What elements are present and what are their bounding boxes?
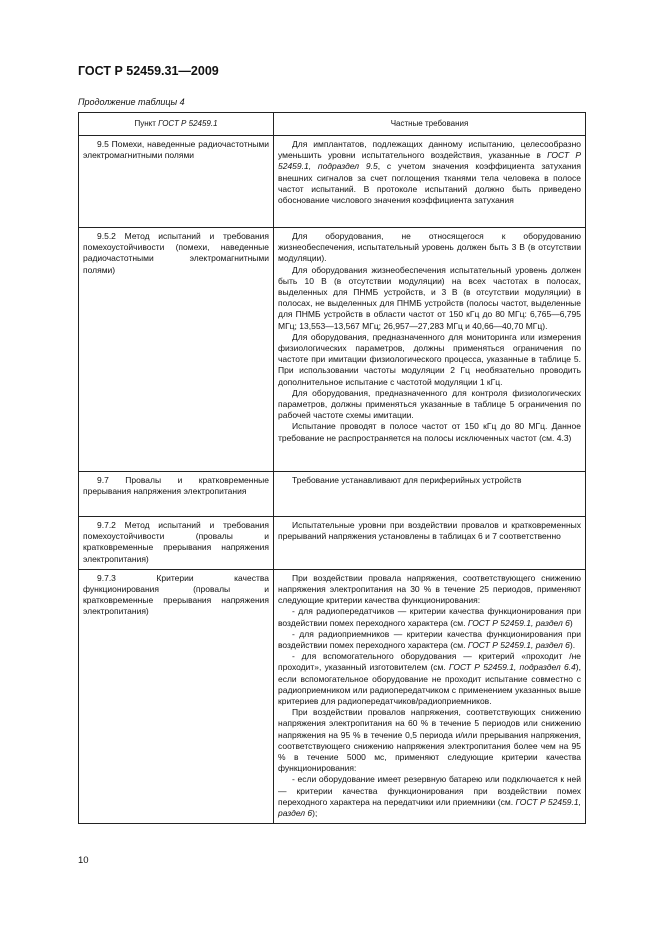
table-row: [79, 136, 586, 228]
requirement-text: Для оборудования жизнеобеспечения испытательный уровень должен быть 10 В (в отсутствии модуляции) на всех частотах в полосах, выделенных для ПНМБ устройств, и 3 В (в отсутствии модуляции) в полосах, не выделенных для ПНМБ устройств (полосы частот, выделенные для ПНМБ устройств в области частот от 150 кГц до 80 МГц: 6,765—6,795 МГц; 13,553—13,567 МГц; 26,957—27,283 МГц и 40,66—40,70 МГц).: [278, 264, 581, 331]
requirement-paragraph: [278, 421, 581, 443]
requirement-paragraph: [278, 332, 581, 388]
requirement-cell: [274, 136, 586, 228]
standard-designation: ГОСТ Р 52459.31—2009: [78, 64, 219, 78]
requirement-text: , с учетом значения коэффициента затухания внешних сигналов за счет поглощения тканями тела человека в полосе частот испытаний. В протоколе испытаний должно быть приведено обоснование числового значения коэффициента затухания: [278, 161, 581, 206]
requirement-cell: [274, 228, 586, 472]
clause-cell: 9.7.3 Критерии качества функционирования (провалы и кратковременные прерывания напряжения электропитания): [79, 569, 274, 823]
requirement-text: - для вспомогательного оборудования — критерий «проходит /не проходит», указанный изготовителем (см.: [278, 651, 581, 673]
requirement-cell: [274, 569, 586, 823]
header-clause-ref: ГОСТ Р 52459.1: [158, 119, 218, 129]
standard-reference: ГОСТ Р 52459.1, раздел 6: [467, 640, 570, 651]
requirement-text: Для оборудования, не относящегося к оборудованию жизнеобеспечения, испытательный уровень должен быть 3 В (в отсутствии модуляции).: [278, 231, 581, 264]
table-continuation-caption: Продолжение таблицы 4: [78, 97, 185, 107]
page-number: 10: [78, 855, 89, 866]
requirement-text: При воздействии провала напряжения, соответствующего снижению напряжения электропитания на 30 % в течение 25 периодов, применяют следующие критерии качества функционирования:: [278, 572, 581, 606]
requirement-text: Испытательные уровни при воздействии провалов и кратковременных прерываний напряжения установлены в таблицах 6 и 7 соответственно: [278, 520, 581, 542]
requirement-text: - для радиопередатчиков — критерии качества функционирования при воздействии помех переходного характера (см.: [278, 606, 581, 628]
requirement-cell: [274, 517, 586, 570]
requirement-paragraph: [278, 265, 581, 332]
header-clause-prefix: Пункт: [134, 119, 159, 129]
clause-cell: 9.5 Помехи, наведенные радиочастотными электромагнитными полями: [79, 136, 274, 228]
requirement-text: ), если вспомогательное оборудование не проходит испытание совместно с радиоприемником или радиопередатчиком с применением указанных выше критериев для радиопередатчиков/радиоприемников.: [278, 662, 581, 707]
requirement-paragraph: [278, 707, 581, 774]
clause-cell: 9.5.2 Метод испытаний и требования помехоустойчивости (помехи, наведенные радиочастотными электромагнитными полями): [79, 228, 274, 472]
standard-reference: ГОСТ Р 52459.1, подраздел 6.4: [449, 662, 576, 673]
requirement-text: Испытание проводят в полосе частот от 150 кГц до 80 МГц. Данное требование не распространяется на полосы исключенных частот (см. 4.3): [278, 421, 581, 443]
header-clause: [79, 113, 274, 136]
table-header-row: [79, 113, 586, 136]
clause-cell: 9.7.2 Метод испытаний и требования помехоустойчивости (провалы и кратковременные прерывания напряжения электропитания): [79, 517, 274, 570]
table-row: [79, 228, 586, 472]
requirement-text: - для радиоприемников — критерии качества функционирования при воздействии помех переходного характера (см.: [278, 628, 581, 651]
requirement-paragraph: [278, 475, 581, 486]
requirement-paragraph: [278, 231, 581, 265]
requirement-paragraph: [278, 629, 581, 651]
requirement-text: Требование устанавливают для периферийных устройств: [292, 475, 522, 485]
requirement-paragraph: [278, 651, 581, 707]
requirements-table: [78, 112, 586, 824]
table-row: [79, 569, 586, 823]
requirement-cell: [274, 472, 586, 517]
requirement-text: Для оборудования, предназначенного для мониторинга или измерения физиологических параметров, должны применяться ограничения по частоте при имитации физиологического процесса, указанные в таблице 5. При использовании частоты модуляции 2 Гц необязательно проводить дополнительное испытание с частотой модуляции 1 кГц.: [278, 331, 581, 387]
requirement-text: - если оборудование имеет резервную батарею или подключается к ней — критерии качества функционирования при воздействии помех переходного характера на передатчики или приемники (см.: [278, 774, 581, 807]
standard-reference: ГОСТ Р 52459.1, раздел 6: [278, 796, 581, 819]
requirement-text: );: [312, 808, 318, 819]
requirement-paragraph: [278, 606, 581, 628]
requirement-text: При воздействии провалов напряжения, соответствующих снижению напряжения электропитания на 60 % в течение 5 периодов или снижению напряжения на 95 % в течение 0,5 периода и/или прерывания напряжения, соответствующего снижению напряжения электропитания более чем на 95 % в течение 5000 мс, применяют следующие критерии качества функционирования:: [278, 707, 581, 774]
requirement-paragraph: [278, 573, 581, 607]
requirement-text: ): [569, 617, 573, 628]
requirement-paragraph: [278, 520, 581, 542]
table-row: [79, 472, 586, 517]
requirement-text: Для оборудования, предназначенного для контроля физиологических параметров, должны применяться указанные в таблице 5 ограничения по рабочей частоте схемы имитации.: [278, 387, 581, 421]
requirement-paragraph: [278, 139, 581, 206]
header-requirements: Частные требования: [274, 113, 586, 136]
requirement-paragraph: [278, 388, 581, 422]
standard-reference: ГОСТ Р 52459.1, раздел 6: [467, 617, 570, 628]
requirement-text: Для имплантатов, подлежащих данному испытанию, целесообразно уменьшить уровни испытательного воздействия, указанные в: [278, 139, 581, 161]
requirement-text: ).: [569, 640, 576, 651]
clause-cell: 9.7 Провалы и кратковременные прерывания напряжения электропитания: [79, 472, 274, 517]
requirement-paragraph: [278, 774, 581, 819]
standard-reference: ГОСТ Р 52459.1, подраздел 9.5: [278, 150, 581, 172]
table-row: [79, 517, 586, 570]
